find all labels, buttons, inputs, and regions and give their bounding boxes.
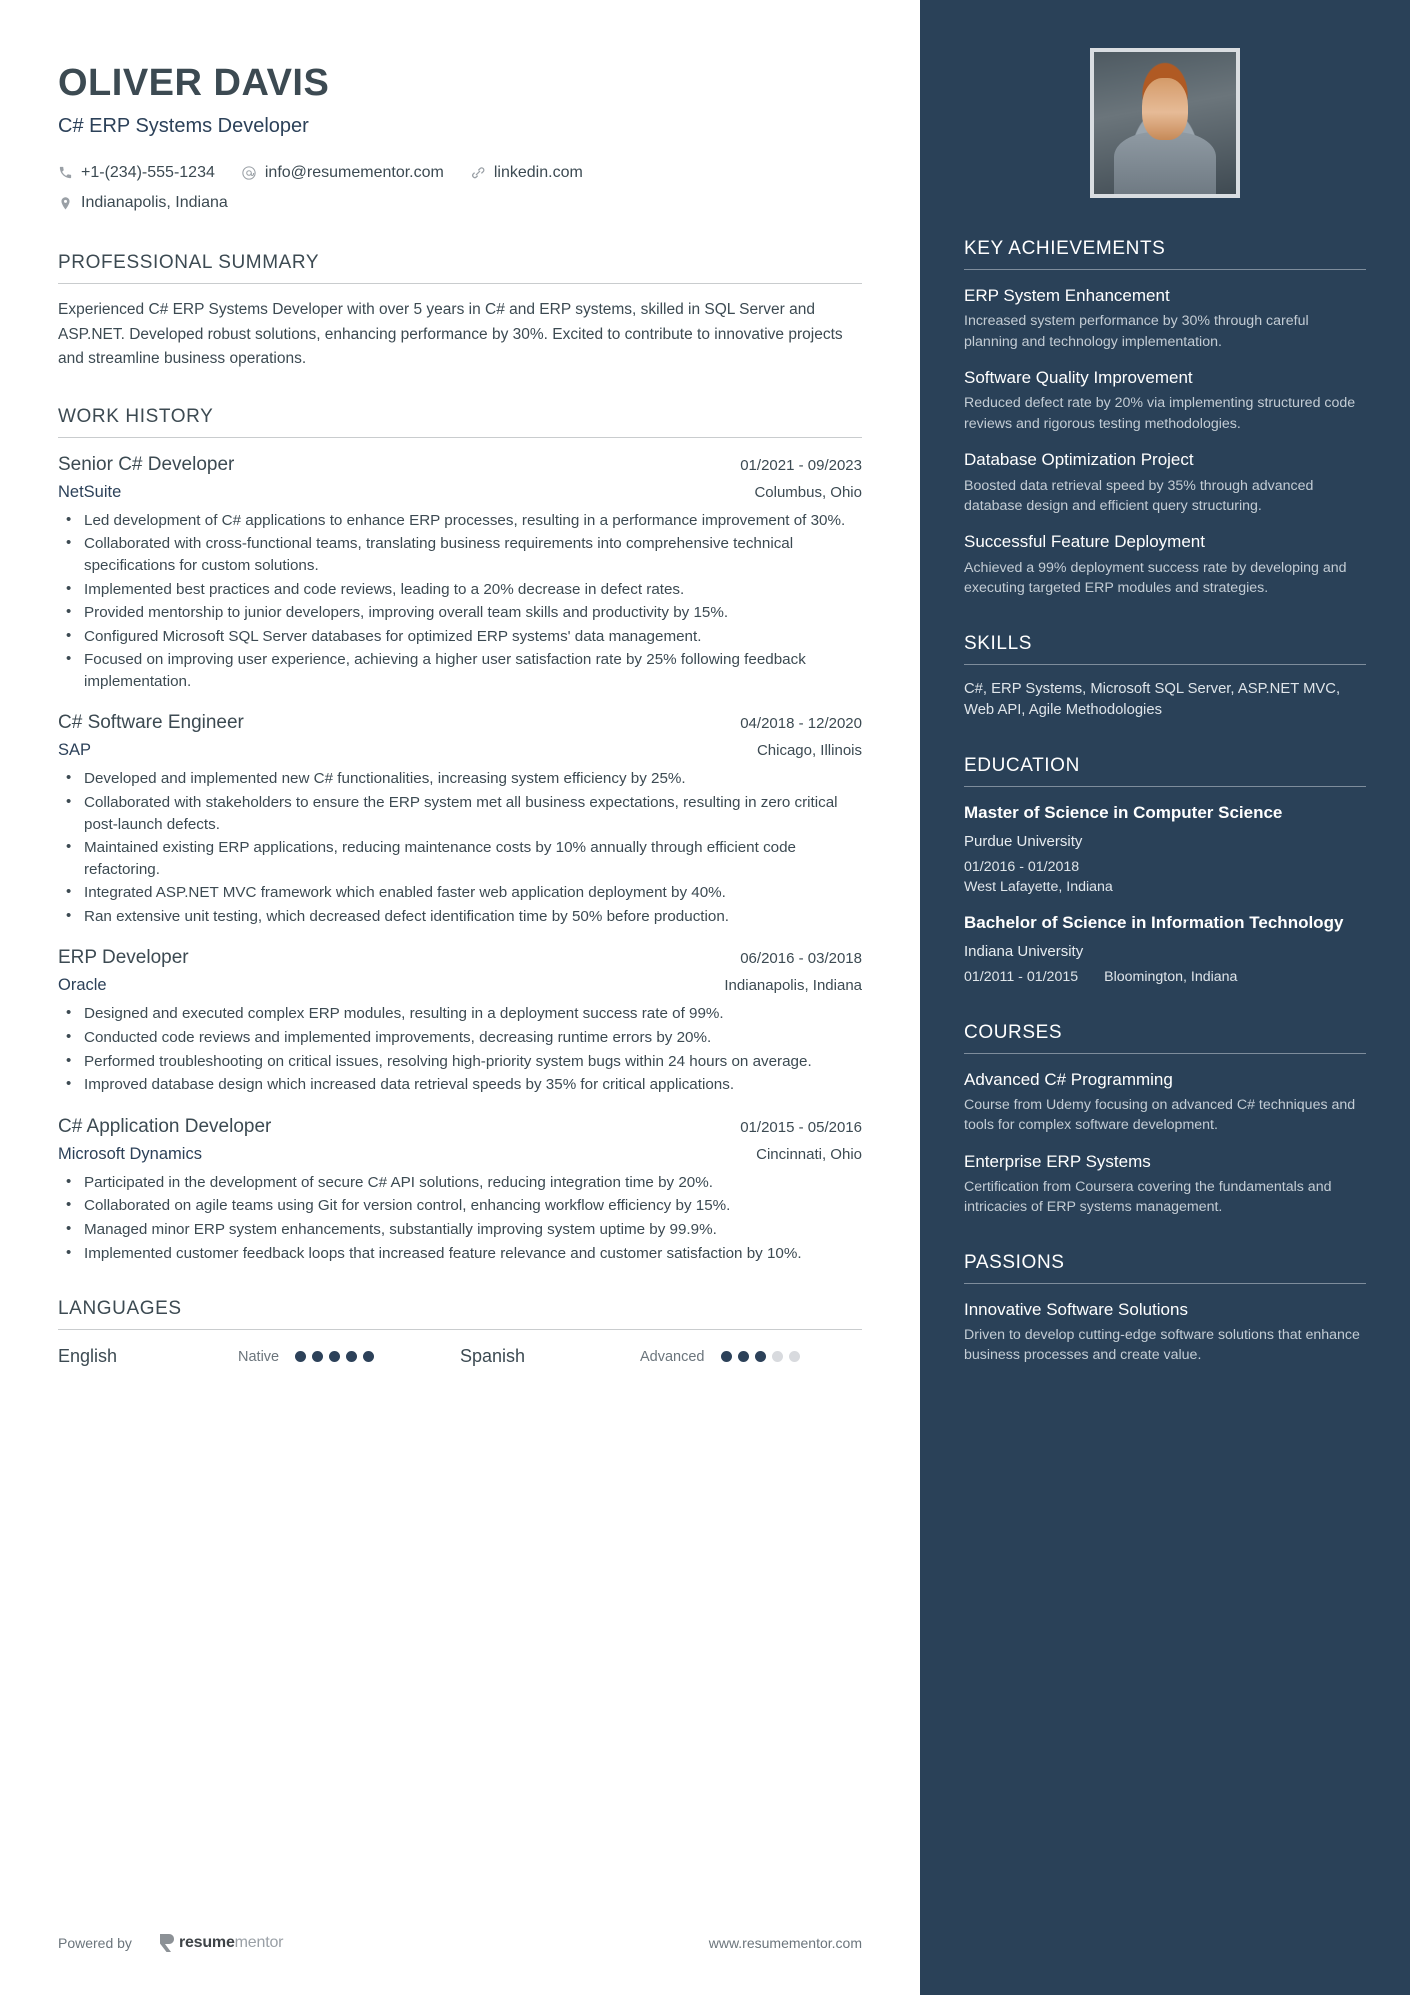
avatar <box>1090 48 1240 198</box>
achievement-item <box>964 285 1366 352</box>
language-level: Native <box>238 1348 280 1365</box>
work-company: Microsoft Dynamics <box>58 1144 202 1163</box>
section-heading-achievements: KEY ACHIEVEMENTS <box>964 238 1166 259</box>
achievement-item-desc: Achieved a 99% deployment success rate by developing and executing targeted ERP modules and strategies. <box>964 559 1347 597</box>
work-entry-subheader <box>58 483 862 502</box>
work-bullet: • Improved database design which increased data retrieval speeds by 35% for critical applications. <box>58 1074 862 1096</box>
section-heading-skills: SKILLS <box>964 632 1033 654</box>
section-education <box>964 755 1366 987</box>
work-company: Oracle <box>58 976 107 995</box>
work-bullets <box>58 1172 862 1264</box>
resumementor-mark-icon <box>158 1933 175 1953</box>
rating-dot <box>789 1351 800 1362</box>
work-location: Columbus, Ohio <box>754 483 862 501</box>
education-degree: Master of Science in Computer Science <box>964 803 1283 823</box>
courses-list <box>964 1069 1366 1218</box>
contact-line-1 <box>58 158 862 188</box>
work-entry-header <box>58 712 862 734</box>
divider <box>964 786 1366 787</box>
work-bullet: • Provided mentorship to junior developers, improving overall team skills and productivity by 15%. <box>58 602 862 624</box>
achievements-list <box>964 285 1366 599</box>
contact-email-text: info@resumementor.com <box>264 163 444 181</box>
work-bullet: • Integrated ASP.NET MVC framework which enabled faster web application deployment by 40%. <box>58 882 862 904</box>
achievement-item <box>964 531 1366 598</box>
work-history-entry <box>58 454 862 693</box>
sidebar <box>920 0 1410 1995</box>
work-bullet: • Conducted code reviews and implemented improvements, decreasing runtime errors by 20%. <box>58 1027 862 1049</box>
skills-text: C#, ERP Systems, Microsoft SQL Server, ASP.NET MVC, Web API, Agile Methodologies <box>964 680 1341 718</box>
work-company: NetSuite <box>58 482 122 501</box>
course-item <box>964 1069 1366 1136</box>
education-school: Purdue University <box>964 832 1083 850</box>
work-dates: 01/2021 - 09/2023 <box>740 456 862 474</box>
achievement-item-desc: Boosted data retrieval speed by 35% through advanced database design and efficient query structuring. <box>964 477 1314 514</box>
work-bullet: • Focused on improving user experience, achieving a higher user satisfaction rate by 25% following feedback implementation. <box>58 649 862 692</box>
contact-email[interactable] <box>241 158 444 188</box>
work-entry-header <box>58 454 862 476</box>
work-dates: 06/2016 - 03/2018 <box>740 950 862 968</box>
course-item-desc: Certification from Coursera covering the fundamentals and intricacies of ERP systems management. <box>964 1178 1332 1216</box>
course-item-title: Enterprise ERP Systems <box>964 1151 1151 1171</box>
education-location: West Lafayette, Indiana <box>964 878 1113 895</box>
work-entry-subheader <box>58 1145 862 1164</box>
education-item <box>964 802 1366 897</box>
work-bullet: • Configured Microsoft SQL Server databases for optimized ERP systems' data management. <box>58 626 862 648</box>
work-role: C# Software Engineer <box>58 712 244 734</box>
rating-dot <box>329 1351 340 1362</box>
contact-linkedin[interactable] <box>470 158 583 188</box>
section-work-history <box>58 406 862 1264</box>
language-item <box>58 1346 460 1367</box>
work-bullet: • Developed and implemented new C# functionalities, increasing system efficiency by 25%. <box>58 768 862 790</box>
section-heading-languages: LANGUAGES <box>58 1298 182 1320</box>
work-bullet: • Ran extensive unit testing, which decreased defect identification time by 50% before production. <box>58 906 862 928</box>
achievement-item-desc: Reduced defect rate by 20% via implementing structured code reviews and rigorous testing methodologies. <box>964 395 1356 432</box>
footer-website[interactable]: www.resumementor.com <box>708 1935 862 1951</box>
section-courses <box>964 1022 1366 1218</box>
work-location: Indianapolis, Indiana <box>724 977 862 995</box>
work-entry-subheader <box>58 741 862 760</box>
contact-location <box>58 188 228 218</box>
divider <box>964 1283 1366 1284</box>
work-history-entry <box>58 712 862 927</box>
work-bullet: • Collaborated with cross-functional teams, translating business requirements into comprehensive technical specifications for custom solutions. <box>58 533 862 576</box>
work-bullet: • Implemented customer feedback loops that increased feature relevance and customer satisfaction by 10%. <box>58 1243 862 1265</box>
achievement-item-title: Database Optimization Project <box>964 450 1194 470</box>
course-item <box>964 1151 1366 1218</box>
divider <box>964 269 1366 270</box>
work-bullet: • Participated in the development of secure C# API solutions, reducing integration time by 20%. <box>58 1172 862 1194</box>
logo-light: mentor <box>234 1934 284 1951</box>
rating-dot <box>772 1351 783 1362</box>
logo-bold: resume <box>178 1934 235 1951</box>
work-bullet: • Collaborated on agile teams using Git for version control, enhancing workflow efficiency by 15%. <box>58 1195 862 1217</box>
passion-item-desc: Driven to develop cutting-edge software solutions that enhance business processes and create value. <box>964 1327 1360 1364</box>
rating-dot <box>738 1351 749 1362</box>
education-meta <box>964 968 1366 988</box>
education-dates: 01/2016 - 01/2018 <box>964 858 1080 875</box>
powered-by-label: Powered by <box>58 1935 132 1951</box>
language-rating <box>295 1351 374 1362</box>
education-meta <box>964 858 1366 898</box>
powered-by <box>58 1933 283 1953</box>
language-rating <box>721 1351 800 1362</box>
footer <box>58 1933 862 1953</box>
education-school: Indiana University <box>964 942 1084 960</box>
rating-dot <box>363 1351 374 1362</box>
work-location: Cincinnati, Ohio <box>756 1145 862 1163</box>
work-bullets <box>58 768 862 927</box>
rating-dot <box>721 1351 732 1362</box>
work-bullet: • Implemented best practices and code reviews, leading to a 20% decrease in defect rates. <box>58 579 862 601</box>
section-passions <box>964 1252 1366 1366</box>
phone-icon <box>58 165 73 180</box>
achievement-item <box>964 367 1366 434</box>
achievement-item-desc: Increased system performance by 30% through careful planning and technology implementation. <box>964 313 1309 350</box>
divider <box>964 664 1366 665</box>
work-role: C# Application Developer <box>58 1115 272 1137</box>
divider <box>58 1329 862 1330</box>
work-dates: 01/2015 - 05/2016 <box>740 1118 862 1136</box>
email-icon <box>241 165 257 181</box>
education-list <box>964 802 1366 987</box>
divider <box>58 437 862 438</box>
rating-dot <box>346 1351 357 1362</box>
achievement-item <box>964 449 1366 516</box>
resumementor-wordmark <box>179 1934 283 1952</box>
headline-job-title: C# ERP Systems Developer <box>58 114 309 137</box>
contact-line-2 <box>58 188 862 218</box>
work-bullet: • Led development of C# applications to enhance ERP processes, resulting in a performance improvement of 30%. <box>58 510 862 532</box>
work-entry-header <box>58 1116 862 1138</box>
language-level: Advanced <box>640 1348 705 1365</box>
contact-location-text: Indianapolis, Indiana <box>81 193 228 211</box>
passions-list <box>964 1299 1366 1366</box>
achievement-item-title: Successful Feature Deployment <box>964 532 1205 552</box>
language-name: Spanish <box>460 1346 526 1367</box>
work-bullet: • Maintained existing ERP applications, reducing maintenance costs by 10% annually through efficient code refactoring. <box>58 837 862 880</box>
section-heading-courses: COURSES <box>964 1021 1063 1043</box>
work-entry-subheader <box>58 976 862 995</box>
achievement-item-title: ERP System Enhancement <box>964 286 1170 305</box>
contact-phone[interactable] <box>58 158 215 188</box>
work-history-entry <box>58 1116 862 1264</box>
course-item-desc: Course from Udemy focusing on advanced C# techniques and tools for complex software development. <box>964 1096 1356 1134</box>
course-item-title: Advanced C# Programming <box>964 1069 1173 1089</box>
language-item <box>460 1346 862 1367</box>
contact-phone-text: +1-(234)-555-1234 <box>81 163 215 181</box>
education-item <box>964 912 1366 987</box>
section-skills <box>964 633 1366 722</box>
work-history-list <box>58 454 862 1264</box>
rating-dot <box>312 1351 323 1362</box>
work-bullet: • Designed and executed complex ERP modules, resulting in a deployment success rate of 99%. <box>58 1003 862 1025</box>
divider <box>964 1053 1366 1054</box>
section-heading-education: EDUCATION <box>964 755 1080 777</box>
passion-item <box>964 1299 1366 1366</box>
work-dates: 04/2018 - 12/2020 <box>740 715 862 733</box>
work-bullets <box>58 1003 862 1095</box>
work-history-entry <box>58 947 862 1095</box>
resumementor-logo <box>158 1933 283 1953</box>
work-bullet: • Managed minor ERP system enhancements, substantially improving system uptime by 99.9%. <box>58 1219 862 1241</box>
divider <box>58 283 862 284</box>
section-heading-summary: PROFESSIONAL SUMMARY <box>58 252 320 274</box>
education-dates: 01/2011 - 01/2015 <box>964 968 1079 985</box>
section-languages <box>58 1298 862 1367</box>
work-company: SAP <box>58 741 92 760</box>
page-title: OLIVER DAVIS <box>58 62 330 104</box>
education-location: Bloomington, Indiana <box>1104 968 1238 985</box>
rating-dot <box>755 1351 766 1362</box>
rating-dot <box>295 1351 306 1362</box>
work-role: Senior C# Developer <box>58 453 235 475</box>
location-icon <box>58 196 73 211</box>
work-bullets <box>58 510 862 693</box>
achievement-item-title: Software Quality Improvement <box>964 368 1193 388</box>
education-degree: Bachelor of Science in Information Technology <box>964 913 1344 933</box>
work-entry-header <box>58 947 862 969</box>
section-professional-summary <box>58 252 862 371</box>
avatar-photo <box>1094 52 1236 194</box>
work-bullet: • Performed troubleshooting on critical issues, resolving high-priority system bugs within 24 hours on average. <box>58 1051 862 1073</box>
passion-item-title: Innovative Software Solutions <box>964 1299 1188 1319</box>
work-role: ERP Developer <box>58 947 189 969</box>
contact-info <box>58 158 862 219</box>
languages-list <box>58 1346 862 1367</box>
contact-linkedin-text: linkedin.com <box>493 163 583 181</box>
section-heading-work: WORK HISTORY <box>58 405 214 427</box>
summary-text: Experienced C# ERP Systems Developer with over 5 years in C# and ERP systems, skilled in SQL Server and ASP.NET. Developed robust solutions, enhancing performance by 30%. Excited to contribute to innovative projects and streamline business operations. <box>58 301 843 368</box>
work-location: Chicago, Illinois <box>756 742 862 760</box>
work-bullet: • Collaborated with stakeholders to ensure the ERP system met all business expectations, resulting in zero critical post-launch defects. <box>58 792 862 835</box>
link-icon <box>470 165 486 181</box>
section-key-achievements <box>964 238 1366 599</box>
section-heading-passions: PASSIONS <box>964 1251 1065 1273</box>
language-name: English <box>58 1346 118 1367</box>
